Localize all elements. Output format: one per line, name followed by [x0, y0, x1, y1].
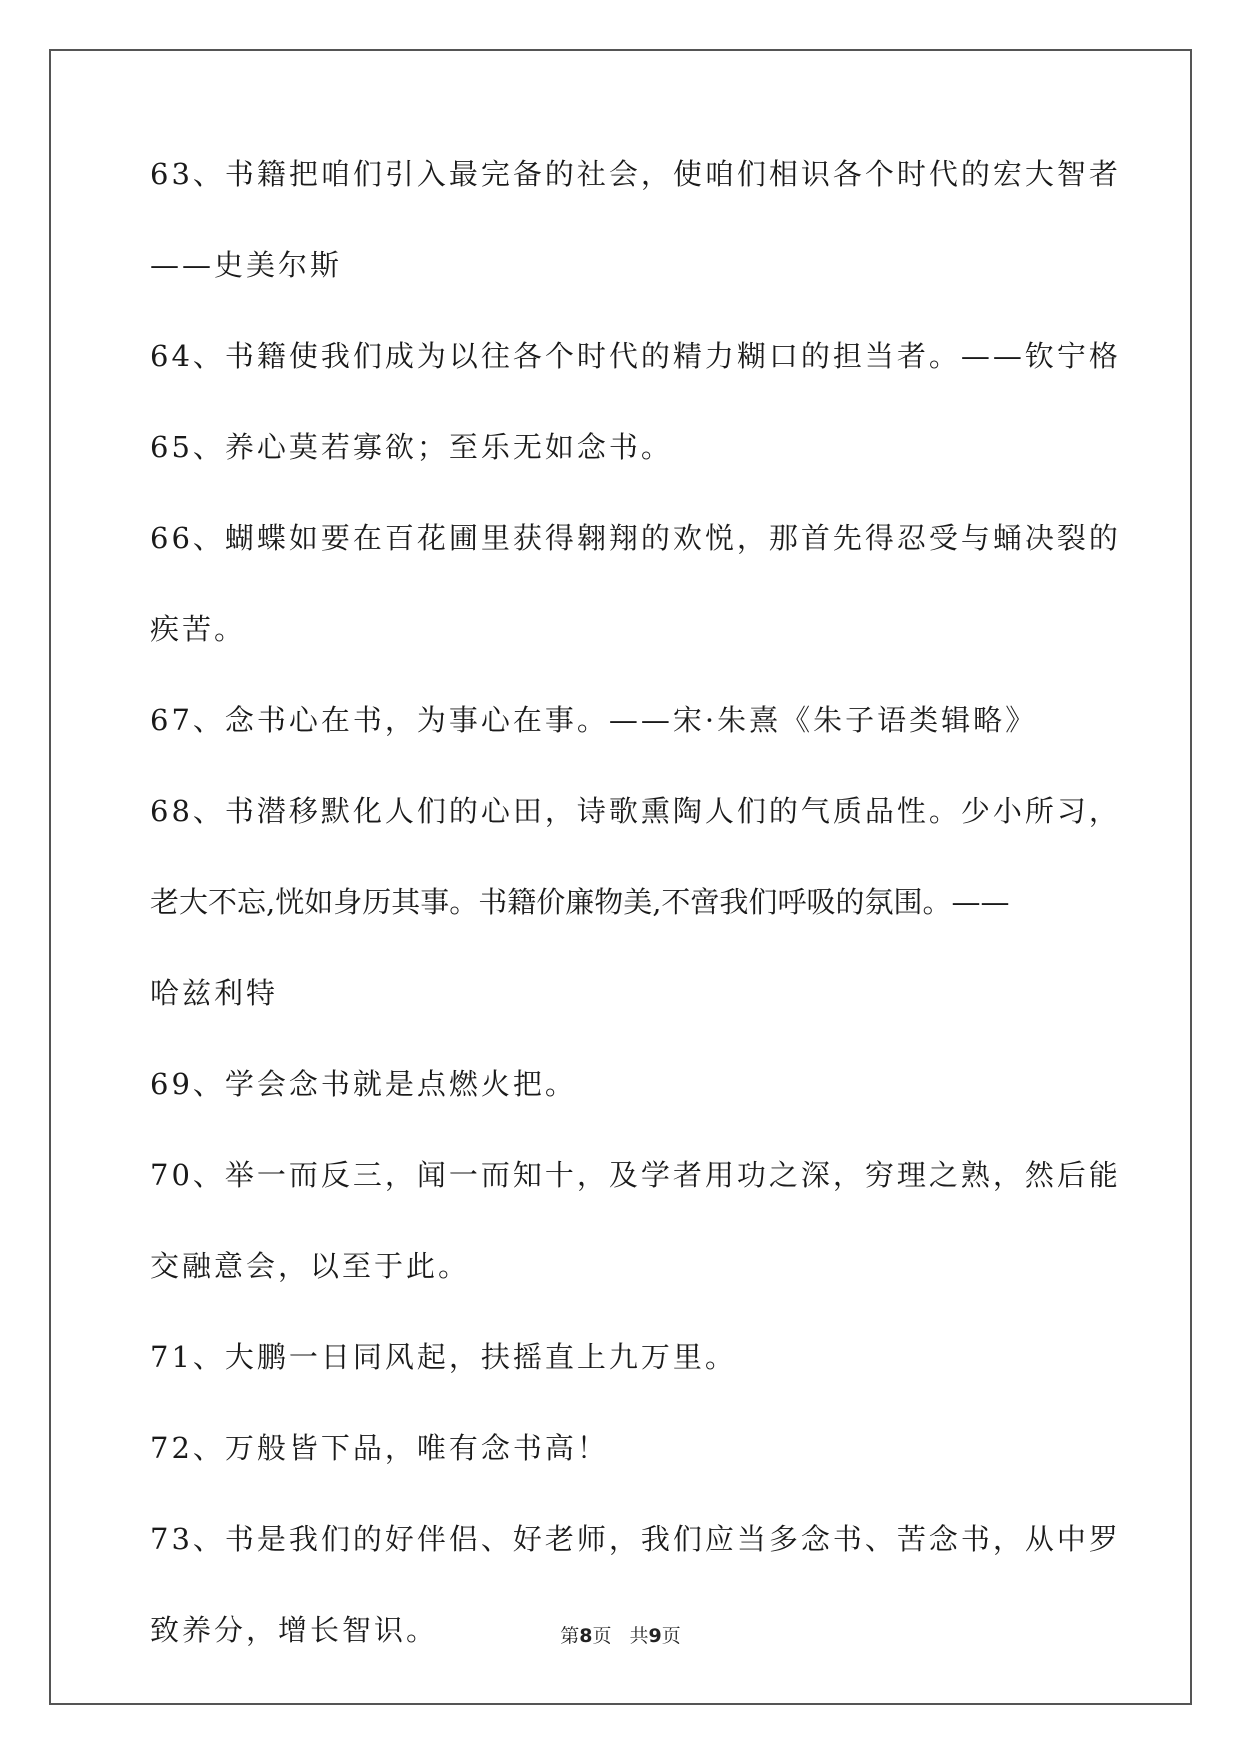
text-line: 64、书籍使我们成为以往各个时代的精力糊口的担当者。——钦宁格	[150, 339, 1121, 373]
total-prefix: 共	[629, 1625, 649, 1647]
text-line: 哈兹利特	[150, 976, 279, 1010]
text-line: 交融意会，以至于此。	[150, 1249, 471, 1283]
text-line: 致养分，增长智识。	[150, 1613, 439, 1647]
text-line: 73、书是我们的好伴侣、好老师，我们应当多念书、苦念书，从中罗	[150, 1522, 1121, 1556]
text-line: 72、万般皆下品，唯有念书高！	[150, 1431, 609, 1465]
text-line: 老大不忘,恍如身历其事。书籍价廉物美,不啻我们呼吸的氛围。——	[150, 885, 1010, 919]
text-line: ——史美尔斯	[150, 248, 343, 282]
text-line: 66、蝴蝶如要在百花圃里获得翱翔的欢悦，那首先得忍受与蛹决裂的	[150, 521, 1121, 555]
document-body	[150, 157, 1121, 1707]
text-line: 70、举一而反三，闻一而知十，及学者用功之深，穷理之熟，然后能	[150, 1158, 1121, 1192]
text-line: 69、学会念书就是点燃火把。	[150, 1067, 577, 1101]
text-line: 68、书潜移默化人们的心田，诗歌熏陶人们的气质品性。少小所习，	[150, 794, 1121, 828]
text-line: 71、大鹏一日同风起，扶摇直上九万里。	[150, 1340, 737, 1374]
page-suffix: 页	[592, 1625, 612, 1647]
current-page-number: 8	[579, 1625, 593, 1647]
text-line: 67、念书心在书，为事心在事。——宋·朱熹《朱子语类辑略》	[150, 703, 1038, 737]
text-line: 63、书籍把咱们引入最完备的社会，使咱们相识各个时代的宏大智者	[150, 157, 1121, 191]
text-line: 65、养心莫若寡欲；至乐无如念书。	[150, 430, 673, 464]
total-page-number: 9	[648, 1625, 662, 1647]
text-line: 疾苦。	[150, 612, 247, 646]
total-suffix: 页	[661, 1625, 681, 1647]
page-footer	[0, 1625, 1241, 1647]
page-prefix: 第	[560, 1625, 580, 1647]
